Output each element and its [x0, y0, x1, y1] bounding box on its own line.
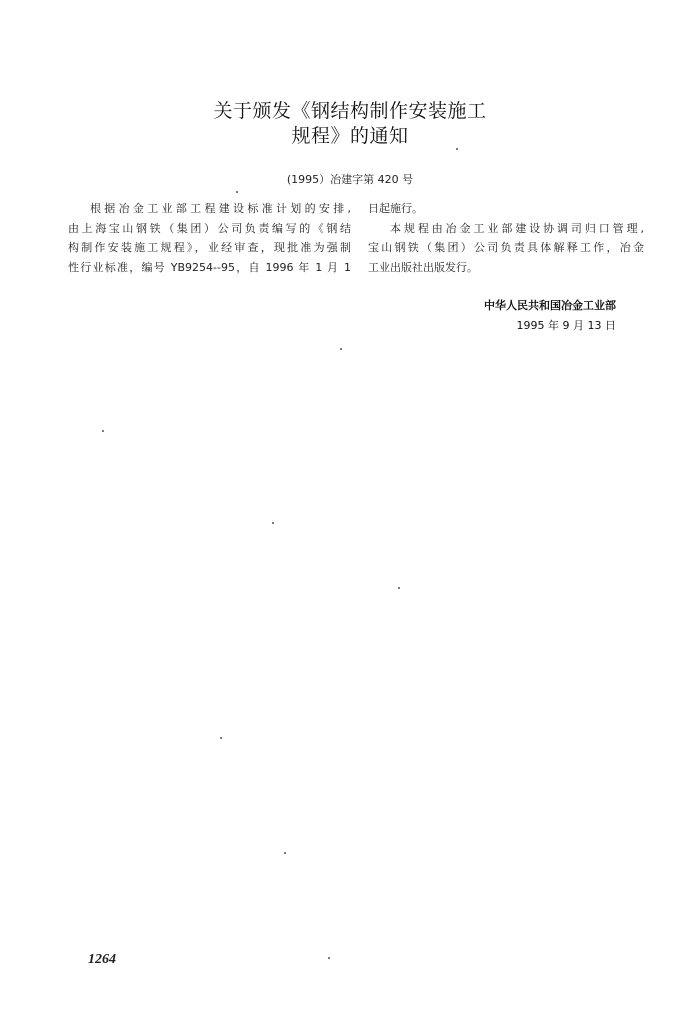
scan-speck [340, 348, 342, 350]
body-left-line: 根据冶金工业部工程建设标准计划的安排, [90, 202, 351, 215]
body-left-line: 性行业标准，编号 YB9254--95，自 1996 年 1 月 1 [68, 260, 351, 274]
scan-speck [272, 522, 274, 524]
scan-speck [102, 430, 104, 432]
body-right-line: 日起施行。 [368, 202, 423, 215]
scan-speck [398, 587, 400, 589]
scan-speck [456, 148, 458, 150]
signature-block [484, 296, 616, 336]
notice-title-line-1: 关于颁发《钢结构制作安装施工 [213, 100, 487, 122]
scan-speck [220, 737, 222, 739]
scan-speck [328, 957, 330, 959]
body-right-line: 本规程由冶金工业部建设协调司归口管理, [390, 221, 644, 235]
body-left-column [68, 199, 351, 277]
issuing-organization: 中华人民共和国冶金工业部 [484, 299, 616, 312]
scan-speck [284, 852, 286, 854]
body-left-line: 由上海宝山钢铁（集团）公司负责编写的《钢结 [68, 221, 351, 235]
notice-title-line-2: 规程》的通知 [291, 125, 409, 147]
document-number: (1995）冶建字第 420 号 [286, 173, 414, 186]
body-right-line: 宝山钢铁（集团）公司负责具体解释工作，冶金 [368, 241, 644, 254]
scan-speck [236, 191, 238, 193]
page-number: 1264 [88, 952, 116, 967]
body-right-column [368, 199, 644, 277]
body-left-line: 构制作安装施工规程》，业经审查，现批准为强制 [68, 241, 351, 254]
issue-date: 1995 年 9 月 13 日 [516, 319, 616, 332]
body-right-line: 工业出版社出版发行。 [368, 260, 478, 274]
